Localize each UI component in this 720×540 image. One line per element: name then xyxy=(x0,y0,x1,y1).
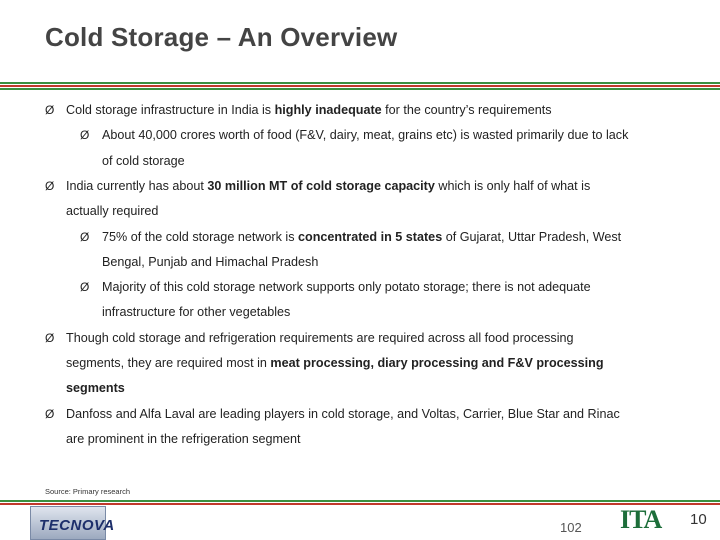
text: India currently has about xyxy=(66,178,208,193)
bullet-line xyxy=(102,149,185,175)
text: of Gujarat, Uttar Pradesh, West xyxy=(442,229,622,244)
text: for the country’s requirements xyxy=(381,103,552,117)
bullet-line xyxy=(66,98,552,124)
bullet-arrow-icon: Ø xyxy=(45,178,55,193)
source-note: Source: Primary research xyxy=(45,487,131,496)
bullet-arrow-icon: Ø xyxy=(80,280,90,295)
bullet-line xyxy=(102,275,591,301)
text: About 40,000 crores worth of food (F&V, dairy, meat, grains etc) is wasted primarily due to lack xyxy=(102,128,629,143)
slide-title: Cold Storage – An Overview xyxy=(45,22,398,52)
bullet-line xyxy=(66,351,604,377)
text: Though cold storage and refrigeration requirements are required across all food processing xyxy=(66,330,574,345)
text: infrastructure for other vegetables xyxy=(102,305,291,320)
bullet-line xyxy=(66,174,590,200)
bullet-line xyxy=(102,250,318,276)
bullet-line xyxy=(66,402,620,428)
text: segments, they are required most in xyxy=(66,356,271,370)
text: of cold storage xyxy=(102,153,185,168)
bullet-line xyxy=(102,300,290,326)
text: Danfoss and Alfa Laval are leading players in cold storage, and Voltas, Carrier, Blue Star and Rinac xyxy=(66,406,620,421)
bullet-arrow-icon: Ø xyxy=(45,103,55,117)
text: are prominent in the refrigeration segment xyxy=(66,431,301,446)
text: which is only half of what is xyxy=(434,178,591,193)
text: Cold storage infrastructure in India is xyxy=(66,103,275,117)
bullet-line xyxy=(66,199,158,225)
bold-text: highly inadequate xyxy=(274,103,382,117)
bullet-line xyxy=(66,376,125,402)
text: actually required xyxy=(66,204,159,219)
page-number: 102 xyxy=(560,520,582,535)
text: Majority of this cold storage network supports only potato storage; there is not adequate xyxy=(102,280,591,295)
bold-text: concentrated in 5 states xyxy=(298,229,443,244)
bullet-arrow-icon: Ø xyxy=(80,229,90,244)
bold-text: meat processing, diary processing and F&V processing xyxy=(270,356,604,370)
text: Bengal, Punjab and Himachal Pradesh xyxy=(102,254,319,269)
tecnova-logo: TECNOVA xyxy=(30,506,106,540)
ita-logo: ITA xyxy=(620,505,662,534)
bullet-arrow-icon: Ø xyxy=(80,128,90,143)
bold-text: 30 million MT of cold storage capacity xyxy=(207,178,435,193)
bullet-line xyxy=(66,326,574,352)
bullet-arrow-icon: Ø xyxy=(45,330,55,345)
bullet-line xyxy=(102,123,628,149)
slide-number: 10 xyxy=(690,511,707,528)
bullet-arrow-icon: Ø xyxy=(45,406,55,421)
text: 75% of the cold storage network is xyxy=(102,229,299,244)
bullet-line xyxy=(66,427,301,453)
footer-divider xyxy=(0,500,720,506)
header-divider xyxy=(0,82,720,90)
bullet-line xyxy=(102,225,621,251)
bold-text: segments xyxy=(66,381,125,396)
